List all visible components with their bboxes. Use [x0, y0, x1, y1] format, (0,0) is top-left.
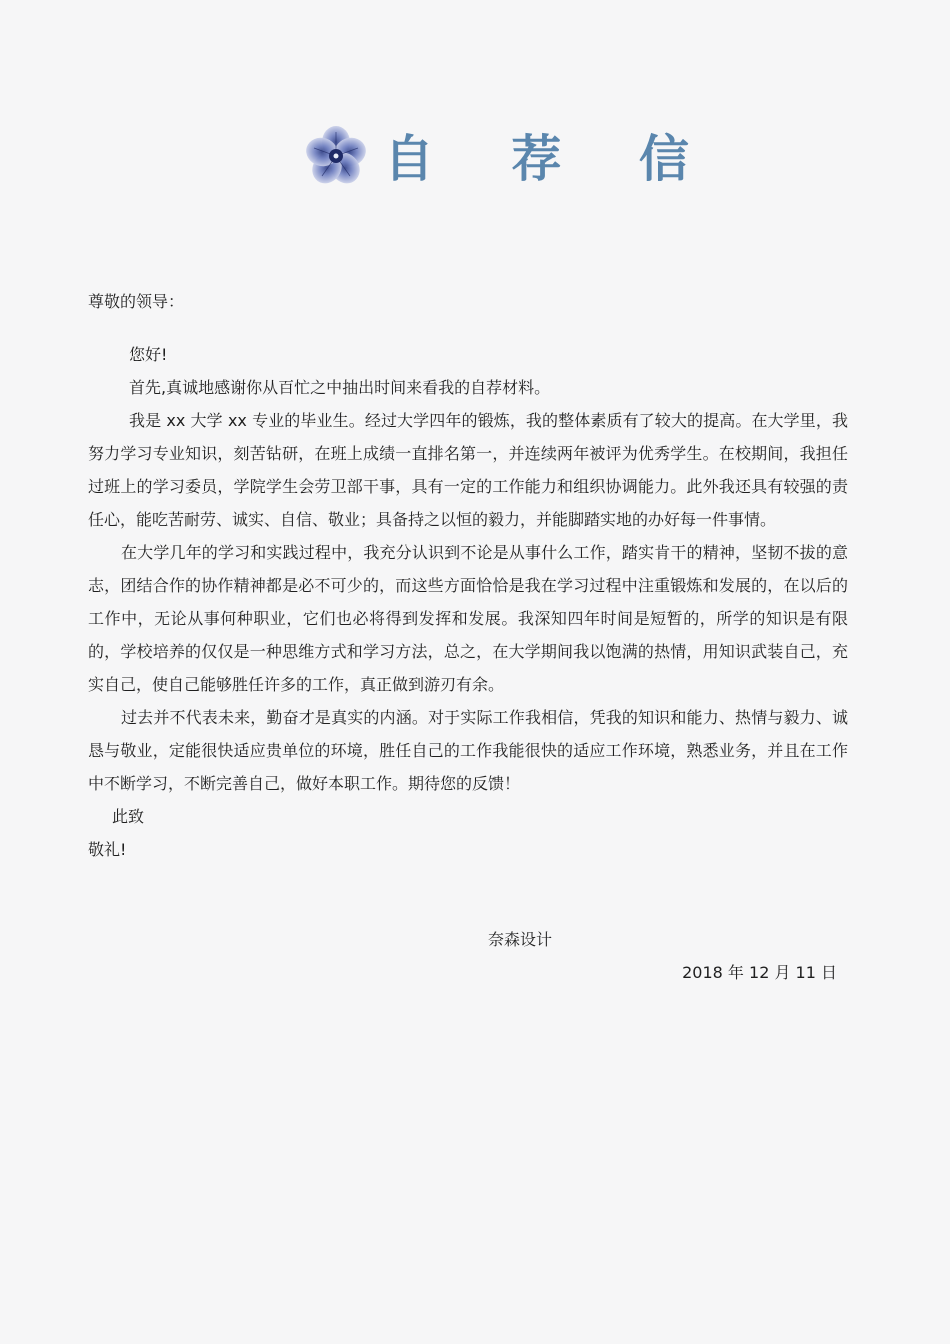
paragraph: 在大学几年的学习和实践过程中，我充分认识到不论是从事什么工作，踏实肯干的精神，坚韧不拔的意志，团结合作的协作精神都是必不可少的，而这些方面恰恰是我在学习过程中注重锻炼和发展的，在以后的工作中，无论从事何种职业，它们也必将得到发挥和发展。我深知四年时间是短暂的，所学的知识是有限的，学校培养的仅仅是一种思维方式和学习方法，总之，在大学期间我以饱满的热情，用知识武装自己，充实自己，使自己能够胜任许多的工作，真正做到游刃有余。	[88, 543, 848, 694]
salutation: 尊敬的领导：	[88, 292, 185, 311]
flower-icon	[304, 124, 368, 188]
closing-line-2: 敬礼!	[88, 840, 127, 859]
title-row	[298, 120, 719, 210]
closing-line-1: 此致	[112, 807, 145, 826]
paragraph: 我是 xx 大学 xx 专业的毕业生。经过大学四年的锻炼，我的整体素质有了较大的提高。在大学里，我努力学习专业知识，刻苦钻研，在班上成绩一直排名第一，并连续两年被评为优秀学生。在校期间，我担任过班上的学习委员，学院学生会劳卫部干事，具有一定的工作能力和组织协调能力。此外我还具有较强的责任心，能吃苦耐劳、诚实、自信、敬业；具备持之以恒的毅力，并能脚踏实地的办好每一件事情。	[88, 411, 848, 529]
greeting: 您好!	[129, 345, 168, 364]
paragraph: 首先,真诚地感谢你从百忙之中抽出时间来看我的自荐材料。	[129, 378, 551, 397]
letter-body	[88, 285, 848, 866]
page-title: 自 荐 信	[384, 129, 719, 188]
date: 2018 年 12 月 11 日	[682, 963, 837, 982]
signature: 奈森设计	[488, 930, 553, 949]
paragraph: 过去并不代表未来，勤奋才是真实的内涵。对于实际工作我相信，凭我的知识和能力、热情与毅力、诚恳与敬业，定能很快适应贵单位的环境，胜任自己的工作我能很快的适应工作环境，熟悉业务，并且在工作中不断学习，不断完善自己，做好本职工作。期待您的反馈！	[88, 708, 848, 793]
